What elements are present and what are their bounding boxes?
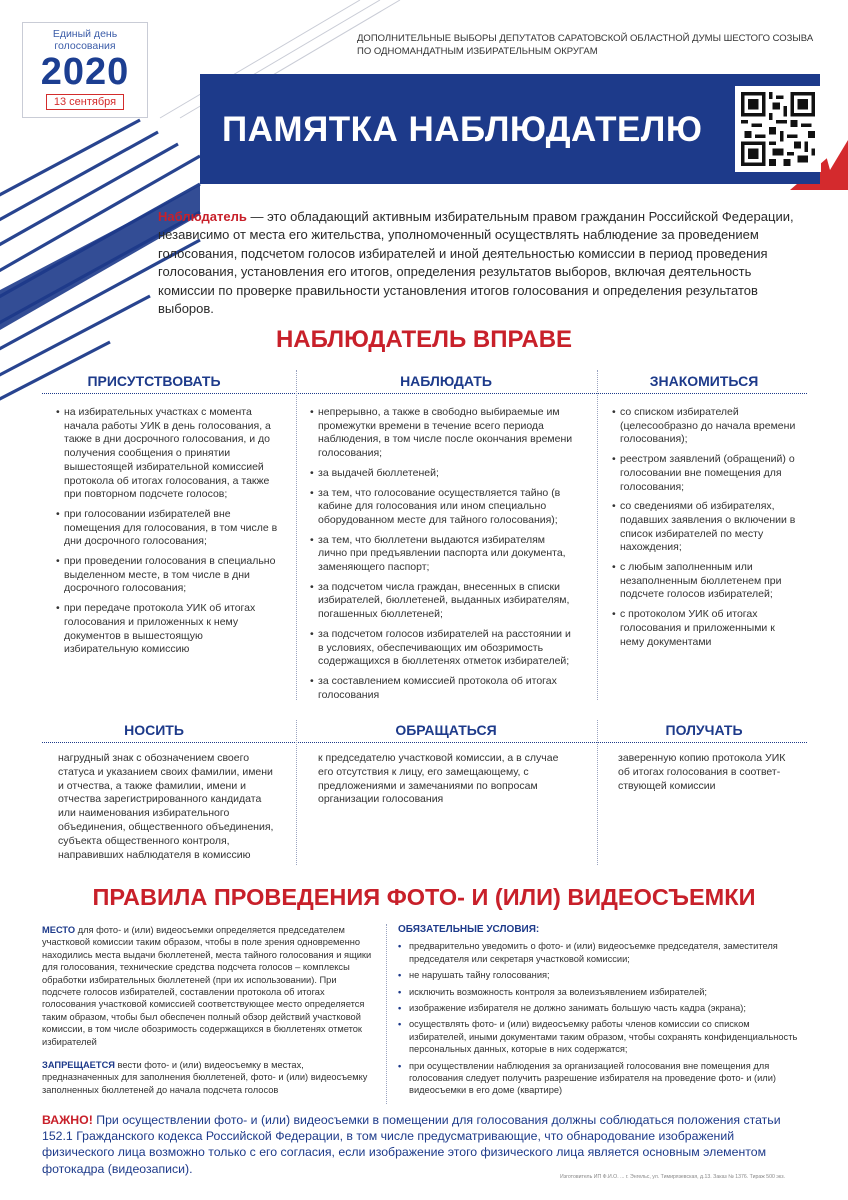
list-item: • с любым заполненным или незаполненным бюллетенем при подсчете голосов избирателей; (612, 561, 798, 602)
column-divider (597, 720, 598, 865)
divider (42, 393, 807, 394)
list-item: • за подсчетом числа граждан, внесенных в списки избирателей, бюллетеней, выданных избирателям, погашенных бюллетеней; (310, 581, 576, 622)
place-label: МЕСТО (42, 925, 76, 935)
list-item: • не нарушать тайну голосования; (398, 969, 802, 981)
list-item: • при проведении голосования в специально выделенном месте, в том числе в дни досрочного голосования; (56, 555, 278, 596)
col-title-attend: ПРИСУТСТВОВАТЬ (87, 373, 221, 389)
logo-year: 2020 (40, 51, 130, 93)
attend-list (56, 406, 278, 663)
column-divider (296, 370, 297, 700)
important-label: ВАЖНО! (42, 1113, 93, 1127)
list-item: • за составлением комиссией протокола об итогах голосования (310, 675, 576, 702)
title-banner (200, 74, 820, 184)
photo-forbidden-text (42, 1059, 376, 1096)
forbidden-text: вести фото- и (или) видеосъемку в местах, предназначенных для заполнения бюллетеней, фото- и (или) видеосъемку заполненных бюллетеней до начала подсчета голосов (42, 1060, 368, 1095)
list-item: • предварительно уведомить о фото- и (или) видеосъемке председателя, заместителя председателя или секретаря участковой комиссии; (398, 940, 802, 965)
list-item: • при голосовании избирателей вне помещения для голосования, в том числе в дни досрочного голосования; (56, 508, 278, 549)
observer-definition (158, 208, 798, 318)
list-item: • за выдачей бюллетеней; (310, 467, 576, 481)
photo-rules-heading: ПРАВИЛА ПРОВЕДЕНИЯ ФОТО- И (ИЛИ) ВИДЕОСЪЕМКИ (92, 884, 756, 910)
list-item: • при осуществлении наблюдения за организацией голосования вне помещения для голосования следует получить разрешение избирателя на проведение фото- и (или) видеосъемки в его доме (квартире) (398, 1060, 802, 1097)
list-item: • со списком избирателей (целесообразно до начала времени голосования); (612, 406, 798, 447)
familiarize-list (612, 406, 798, 655)
appeal-text: к председателю участковой комиссии, а в случае его отсутствия к лицу, его замещающему, с предложениями и замечаниями по вопросам организации голосования (318, 752, 559, 806)
col-title-wear: НОСИТЬ (124, 722, 184, 738)
forbidden-label: ЗАПРЕЩАЕТСЯ (42, 1060, 115, 1070)
print-info: Изготовитель ИП Ф.И.О. ... г. Энгельс, ул. Тимирязевская, д.13. Заказ № 1376. Тираж 500 экз. (560, 1174, 786, 1180)
page-title: ПАМЯТКА НАБЛЮДАТЕЛЮ (222, 110, 703, 149)
list-item: • со сведениями об избирателях, подавших заявления о включении в список избирателей по месту нахождения; (612, 500, 798, 555)
list-item: • реестром заявлений (обращений) о голосовании вне помещения для голосования; (612, 453, 798, 494)
list-item: • непрерывно, а также в свободно выбираемые им промежутки времени в течение всего периода наблюдения, в том числе после окончания времени голосования; (310, 406, 576, 461)
list-item: • с протоколом УИК об итогах голосования и приложенными к нему документами (612, 608, 798, 649)
list-item: • при передаче протокола УИК об итогах голосования и приложенных к нему документов в вышестоящую избирательную комиссию (56, 602, 278, 657)
col-title-appeal: ОБРАЩАТЬСЯ (395, 722, 497, 738)
definition-text: — это обладающий активным избирательным правом гражданин Российской Федерации, независимо от места его жительства, уполномоченный осуществлять наблюдение за проведением голосования, подсчетом голосов избирателей и иной деятельностью комиссии в период проведения голосования, установления его итогов, определения результатов выборов, включая деятельность комиссии по проверке правильности установления итогов голосования и определения результатов выборов. (158, 209, 794, 317)
list-item: • исключить возможность контроля за волеизъявлением избирателей; (398, 986, 802, 998)
election-day-logo (22, 22, 148, 118)
logo-line1: Единый день (52, 28, 118, 40)
col-title-receive: ПОЛУЧАТЬ (665, 722, 743, 738)
definition-term: Наблюдатель (158, 209, 247, 224)
wear-text: нагрудный знак с обозначением своего статуса и указанием своих фамилии, имени и отчества, а также фамилии, имени и отчества зарегистрированного кандидата или наименования избирательного объединения, общественного объединения, субъекта общественного контроля, направивших наблюдателя в комиссию (58, 752, 274, 861)
logo-line2: голосования (54, 40, 116, 52)
divider (42, 742, 807, 743)
list-item: • за подсчетом голосов избирателей на расстоянии и в условиях, обеспечивающих им обозримость содержащихся в бюллетенях отметок избирателей; (310, 628, 576, 669)
column-divider (296, 720, 297, 865)
col-title-observe: НАБЛЮДАТЬ (400, 373, 492, 389)
column-divider (386, 924, 387, 1104)
conditions-block (398, 924, 802, 1101)
list-item: • на избирательных участках с момента начала работы УИК в день голосования, а также в дни досрочного голосования, и до получения сообщения о принятии вышестоящей избирательной комиссией протокола об итогах голосования, а также при повторном подсчете голосов; (56, 406, 278, 502)
photo-place-text (42, 924, 376, 1048)
important-note (42, 1112, 802, 1177)
observe-list (310, 406, 576, 708)
col-title-familiarize: ЗНАКОМИТЬСЯ (649, 373, 759, 389)
column-divider (597, 370, 598, 700)
rights-heading: НАБЛЮДАТЕЛЬ ВПРАВЕ (275, 326, 573, 353)
place-text: для фото- и (или) видеосъемки определяется председателем участковой комиссии таким образом, чтобы в поле зрения одновременно находились места выдачи бюллетеней, места тайного голосования и ящики для голосования, технические средства подсчета голосов – комплексы обработки избирательных бюллетеней (при их использовании). При подсчете голосов избирателей, составлении протокола об итогах голосования участковой комиссией соответствующее место определяется таким образом, чтобы был обеспечен полный обзор действий участковой комиссии, в том числе обозримость содержащихся в бюллетенях отметок избирателей (42, 925, 372, 1047)
list-item: • осуществлять фото- и (или) видеосъемку работы членов комиссии со списком избирателей, иными документами таким образом, чтобы сохранять конфиденциальность персональных данных, которые в них содержатся; (398, 1018, 802, 1055)
election-subtitle: ДОПОЛНИТЕЛЬНЫЕ ВЫБОРЫ ДЕПУТАТОВ САРАТОВСКОЙ ОБЛАСТНОЙ ДУМЫ ШЕСТОГО СОЗЫВА ПО ОДНОМАНДАТНЫМ ИЗБИРАТЕЛЬНЫМ ОКРУГАМ (357, 33, 814, 57)
qr-code (735, 86, 821, 172)
conditions-label: ОБЯЗАТЕЛЬНЫЕ УСЛОВИЯ: (398, 924, 540, 935)
list-item: • за тем, что бюллетени выдаются избирателям лично при предъявлении паспорта или документа, заменяющего паспорт; (310, 534, 576, 575)
important-text: При осуществлении фото- и (или) видеосъемки в помещении для голосования должны соблюдаться положения статьи 152.1 Гражданского кодекса Российской Федерации, в том числе предусматривающие, что обнародование изображений физического лица возможно только с его согласия, если изображение этого физического лица является основным элементом фотокадра (видеозаписи). (42, 1113, 781, 1176)
logo-date: 13 сентября (46, 94, 124, 110)
receive-text: заверенную копию протокола УИК об итогах голосования в соответ-ствующей комиссии (618, 752, 786, 792)
list-item: • изображение избирателя не должно занимать большую часть кадра (экрана); (398, 1002, 802, 1014)
list-item: • за тем, что голосование осуществляется тайно (в кабине для голосования или ином специально оборудованном месте для тайного голосования); (310, 487, 576, 528)
